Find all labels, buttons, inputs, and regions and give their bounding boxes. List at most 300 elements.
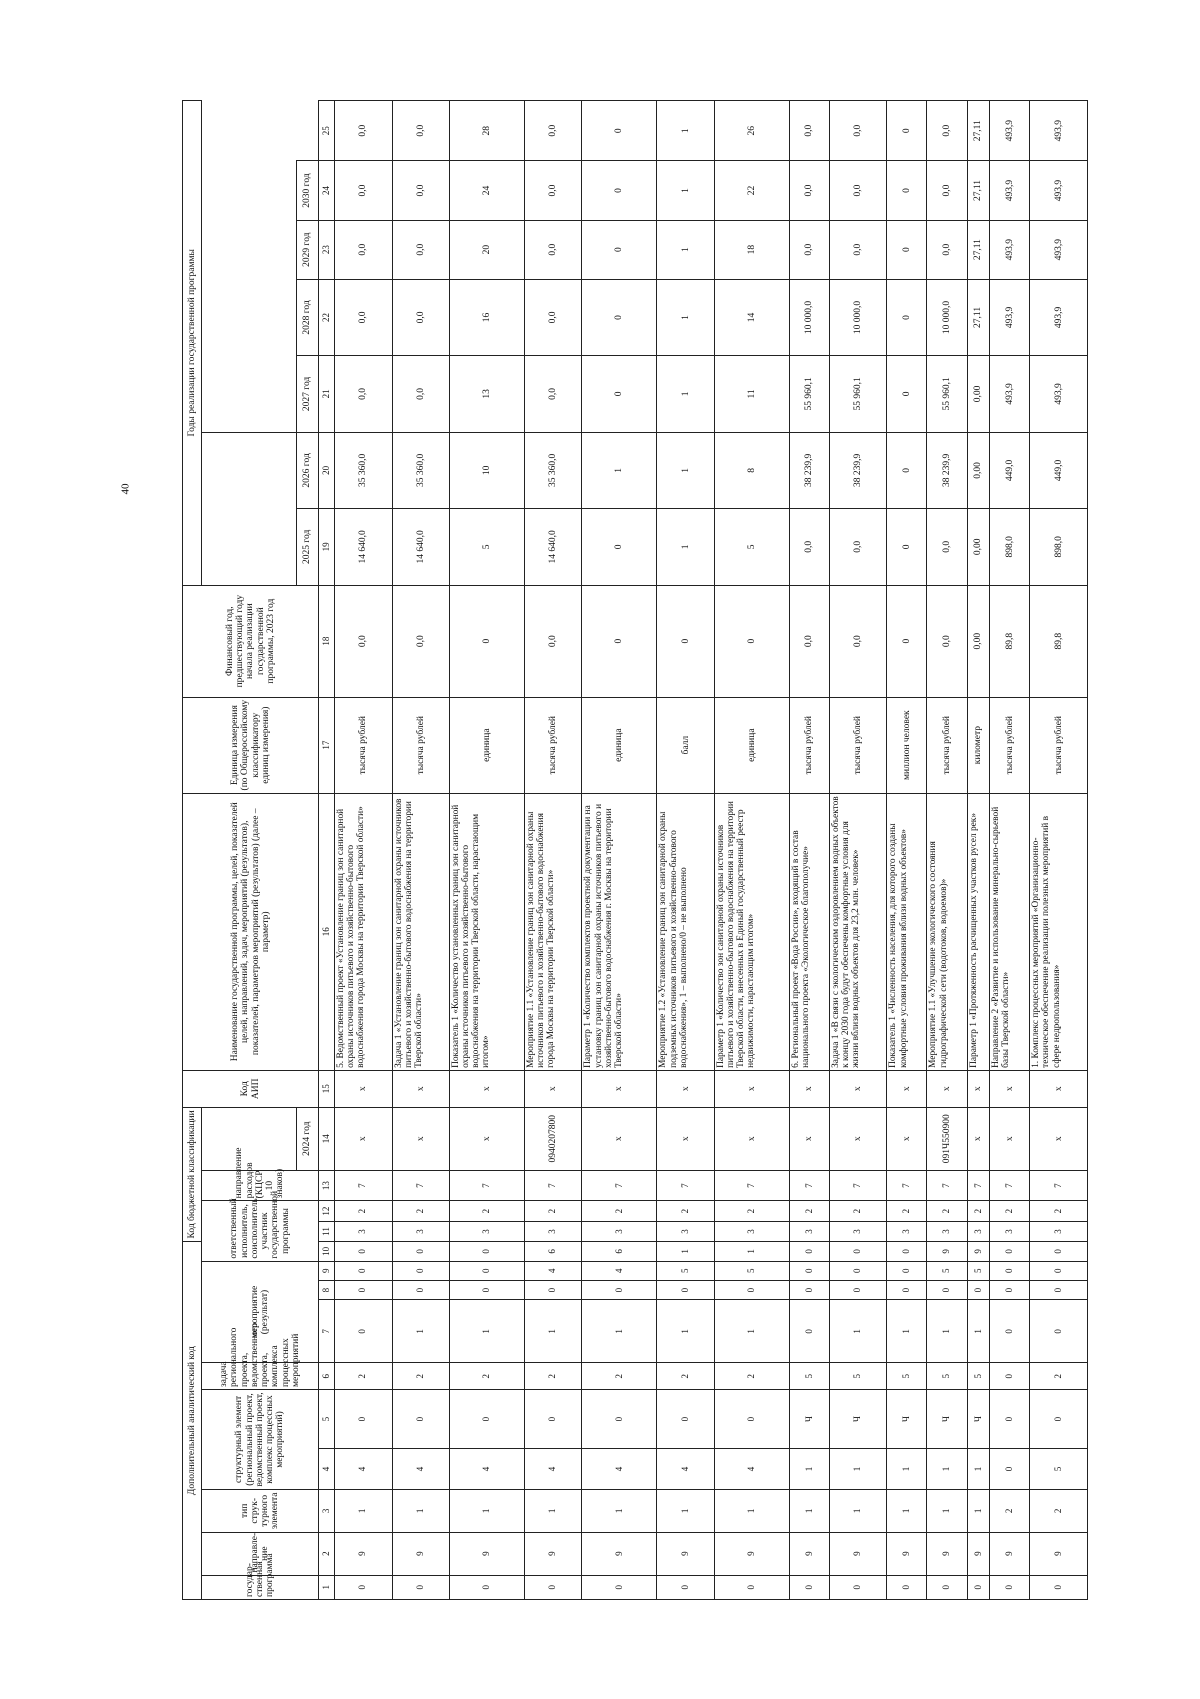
year-value-cell: 1 [657, 279, 715, 355]
header-expense-direction: направление расходов (КЦСР 10 знаков) [202, 1170, 319, 1201]
code-cell: 4 [335, 1449, 393, 1490]
code-cell: 0 [392, 1575, 450, 1599]
year-value-cell: 0,0 [927, 509, 967, 585]
year-value-cell: 0 [887, 101, 927, 161]
year-value-cell: 27,11 [967, 101, 990, 161]
year-value-cell: 493,9 [1030, 279, 1088, 355]
code-cell: 0 [990, 1261, 1030, 1280]
code-cell: 3 [392, 1221, 450, 1241]
code-cell: 0 [392, 1390, 450, 1449]
year-value-cell: 14 640,0 [392, 509, 450, 585]
fin-year-cell: 0 [887, 585, 927, 697]
code-cell: 4 [392, 1449, 450, 1490]
year-value-cell: 0 [582, 161, 657, 220]
year-value-cell: 14 640,0 [524, 509, 582, 585]
name-cell: Мероприятие 1.1 «Установление границ зон санитарной охраны источников питьевого и хозяйственно-бытового водоснабжения города Москвы на территории Тверской области» [524, 793, 582, 1070]
column-number: 2 [319, 1532, 335, 1575]
year-value-cell: 10 000,0 [789, 279, 829, 355]
header-executor: ответственный исполнитель, соисполнитель, участник государственной программы [202, 1201, 319, 1261]
year-value-cell: 27,11 [967, 161, 990, 220]
year-value-cell: 0,0 [927, 220, 967, 279]
year-value-cell: 10 000,0 [829, 279, 887, 355]
column-number: 17 [319, 697, 335, 793]
code-cell: 1 [967, 1449, 990, 1490]
fin-year-cell: 0,0 [524, 585, 582, 697]
name-cell: 6. Региональный проект «Вода России», входящий в состав национального проекта «Экологическое благополучие» [789, 793, 829, 1070]
unit-cell: тысяча рублей [392, 697, 450, 793]
column-number: 15 [319, 1070, 335, 1107]
code-cell: 0 [335, 1575, 393, 1599]
header-year: 2026 год [297, 432, 319, 508]
year-value-cell: 0,0 [392, 220, 450, 279]
unit-cell: тысяча рублей [524, 697, 582, 793]
code-cell: Ч [927, 1390, 967, 1449]
column-number: 13 [319, 1170, 335, 1201]
code-cell: 2 [657, 1363, 715, 1390]
code-cell: Ч [789, 1390, 829, 1449]
code-cell: 9 [789, 1532, 829, 1575]
column-number: 5 [319, 1390, 335, 1449]
year-value-cell: 0 [582, 356, 657, 432]
unit-cell: тысяча рублей [990, 697, 1030, 793]
fin-year-cell: 0 [657, 585, 715, 697]
column-number: 24 [319, 161, 335, 220]
code-cell: 0 [990, 1363, 1030, 1390]
code-cell: 4 [450, 1449, 525, 1490]
code-cell: 0 [927, 1575, 967, 1599]
code-cell: 0 [524, 1390, 582, 1449]
header-analytic-group: Дополнительный аналитический код [183, 1242, 202, 1600]
code-cell: 9 [990, 1532, 1030, 1575]
code-cell: 0 [714, 1390, 789, 1449]
code-cell: 5 [789, 1363, 829, 1390]
code-cell: 7 [927, 1170, 967, 1201]
name-cell: Направление 2 «Развитие и использование минерально-сырьевой базы Тверской области» [990, 793, 1030, 1070]
code-cell: Ч [967, 1390, 990, 1449]
rotated-table-wrapper [182, 100, 1088, 1600]
year-value-cell: 0,0 [789, 509, 829, 585]
year-value-cell: 35 360,0 [392, 432, 450, 508]
header-fin-year: Финансовый год, предшествующий году начала реализации государственной программы, 2023 год [183, 585, 319, 697]
code-cell: 3 [582, 1221, 657, 1241]
code-cell: 1 [927, 1489, 967, 1532]
year-value-cell: 5 [450, 509, 525, 585]
column-number: 3 [319, 1489, 335, 1532]
code-cell: 2 [657, 1201, 715, 1221]
year-value-cell: 14 [714, 279, 789, 355]
year-value-cell: 27,11 [967, 220, 990, 279]
table-row [990, 101, 1030, 1600]
year-value-cell: 0,0 [335, 279, 393, 355]
header-year: 2030 год [297, 161, 319, 220]
code-cell: 9 [657, 1532, 715, 1575]
name-cell: Мероприятие 1.2 «Установление границ зон санитарной охраны подземных источников питьевого и хозяйственно-бытового водоснабжения», 1 – выполнено/0 – не выполнено [657, 793, 715, 1070]
table-row [392, 101, 450, 1600]
table-row [582, 101, 657, 1600]
kcsr-cell: х [829, 1107, 887, 1170]
table-row [657, 101, 715, 1600]
code-cell: 0 [789, 1300, 829, 1363]
code-cell: 0 [335, 1261, 393, 1280]
year-value-cell: 1 [657, 432, 715, 508]
kcsr-cell: х [392, 1107, 450, 1170]
code-cell: 2 [392, 1363, 450, 1390]
year-value-cell: 449,0 [1030, 432, 1088, 508]
aip-cell: х [829, 1070, 887, 1107]
year-value-cell: 13 [450, 356, 525, 432]
column-number: 20 [319, 432, 335, 508]
year-value-cell: 27,11 [967, 279, 990, 355]
code-cell: 4 [582, 1449, 657, 1490]
year-value-cell: 11 [714, 356, 789, 432]
unit-cell: балл [657, 697, 715, 793]
year-value-cell: 0 [582, 279, 657, 355]
kcsr-cell: х [887, 1107, 927, 1170]
header-year: 2028 год [297, 279, 319, 355]
code-cell: 3 [657, 1221, 715, 1241]
year-value-cell: 1 [657, 101, 715, 161]
code-cell: 9 [967, 1532, 990, 1575]
code-cell: 0 [990, 1390, 1030, 1449]
fin-year-cell: 0 [582, 585, 657, 697]
code-cell: 2 [582, 1363, 657, 1390]
year-value-cell: 0,0 [829, 101, 887, 161]
code-cell: 7 [582, 1170, 657, 1201]
year-value-cell: 493,9 [1030, 101, 1088, 161]
code-cell: 2 [990, 1201, 1030, 1221]
year-value-cell: 0,0 [524, 356, 582, 432]
code-cell: 5 [967, 1363, 990, 1390]
code-cell: 1 [789, 1489, 829, 1532]
year-value-cell: 16 [450, 279, 525, 355]
header-state-program: государ-ственная программа [202, 1575, 319, 1599]
unit-cell: единица [450, 697, 525, 793]
aip-cell: х [990, 1070, 1030, 1107]
year-value-cell: 8 [714, 432, 789, 508]
aip-cell: х [657, 1070, 715, 1107]
year-value-cell: 0,0 [392, 101, 450, 161]
year-value-cell: 0,0 [829, 509, 887, 585]
year-value-cell: 1 [657, 220, 715, 279]
unit-cell: километр [967, 697, 990, 793]
header-task: задача регионального проекта, ведомственного проекта, комплекса процессных мероприятий [202, 1363, 319, 1390]
year-value-cell: 493,9 [990, 220, 1030, 279]
aip-cell: х [450, 1070, 525, 1107]
code-cell: 1 [887, 1300, 927, 1363]
code-cell: Ч [829, 1390, 887, 1449]
header-measure: мероприятие (результат) [202, 1261, 319, 1363]
kcsr-cell: 0940207800 [524, 1107, 582, 1170]
code-cell: 0 [990, 1300, 1030, 1363]
header-unit: Единица измерения (по Общероссийскому классификатору единиц измерения) [183, 697, 319, 793]
kcsr-cell: х [1030, 1107, 1088, 1170]
year-value-cell: 0,0 [335, 101, 393, 161]
code-cell: 0 [887, 1280, 927, 1299]
year-value-cell: 493,9 [1030, 161, 1088, 220]
year-value-cell: 0 [887, 161, 927, 220]
fin-year-cell: 0 [450, 585, 525, 697]
code-cell: 0 [450, 1390, 525, 1449]
year-value-cell: 898,0 [990, 509, 1030, 585]
code-cell: 2 [714, 1363, 789, 1390]
code-cell: 0 [887, 1242, 927, 1261]
header-budget-group: Код бюджетной классификации [183, 1107, 202, 1242]
code-cell: 0 [657, 1390, 715, 1449]
year-value-cell: 0 [887, 432, 927, 508]
code-cell: 5 [1030, 1449, 1088, 1490]
unit-cell: тысяча рублей [927, 697, 967, 793]
code-cell: 2 [450, 1363, 525, 1390]
kcsr-cell: х [967, 1107, 990, 1170]
year-value-cell: 26 [714, 101, 789, 161]
table-row [714, 101, 789, 1600]
code-cell: 0 [1030, 1575, 1088, 1599]
code-cell: 1 [887, 1449, 927, 1490]
column-number: 11 [319, 1221, 335, 1241]
name-cell: Мероприятие 1.1 «Улучшение экологического состояния гидрографической сети (водотоков, водоемов)» [927, 793, 967, 1070]
code-cell: 3 [1030, 1221, 1088, 1241]
kcsr-cell: х [714, 1107, 789, 1170]
year-value-cell: 0,0 [927, 101, 967, 161]
unit-cell: единица [714, 697, 789, 793]
code-cell: 0 [582, 1280, 657, 1299]
table-row [524, 101, 582, 1600]
code-cell: 7 [657, 1170, 715, 1201]
code-cell: 2 [1030, 1489, 1088, 1532]
table-row [829, 101, 887, 1600]
code-cell: 2 [524, 1363, 582, 1390]
fin-year-cell: 0,0 [335, 585, 393, 697]
aip-cell: х [582, 1070, 657, 1107]
code-cell: 2 [335, 1201, 393, 1221]
code-cell: 0 [524, 1575, 582, 1599]
year-value-cell: 493,9 [990, 279, 1030, 355]
kcsr-cell: х [582, 1107, 657, 1170]
year-value-cell: 0,0 [829, 220, 887, 279]
table-row [450, 101, 525, 1600]
year-value-cell: 493,9 [990, 101, 1030, 161]
column-number: 18 [319, 585, 335, 697]
code-cell: 0 [450, 1261, 525, 1280]
code-cell: 1 [714, 1489, 789, 1532]
table-body [335, 101, 1088, 1600]
kcsr-cell: х [450, 1107, 525, 1170]
year-value-cell: 0 [887, 220, 927, 279]
code-cell: 5 [657, 1261, 715, 1280]
year-value-cell: 10 [450, 432, 525, 508]
code-cell: 0 [657, 1280, 715, 1299]
code-cell: 7 [524, 1170, 582, 1201]
year-value-cell: 0,0 [524, 279, 582, 355]
year-value-cell: 0,0 [392, 161, 450, 220]
code-cell: 1 [887, 1489, 927, 1532]
code-cell: 0 [927, 1280, 967, 1299]
header-years-spacer [202, 432, 297, 1170]
code-cell: 0 [829, 1280, 887, 1299]
code-cell: 1 [392, 1300, 450, 1363]
unit-cell: единица [582, 697, 657, 793]
code-cell: 1 [967, 1489, 990, 1532]
year-value-cell: 0,0 [524, 161, 582, 220]
code-cell: 9 [392, 1532, 450, 1575]
fin-year-cell: 0 [714, 585, 789, 697]
code-cell: 0 [450, 1575, 525, 1599]
code-cell: 9 [582, 1532, 657, 1575]
code-cell: 1 [450, 1300, 525, 1363]
aip-cell: х [714, 1070, 789, 1107]
year-value-cell: 0,0 [524, 101, 582, 161]
code-cell: 0 [714, 1280, 789, 1299]
column-number: 6 [319, 1363, 335, 1390]
year-value-cell: 55 960,1 [789, 356, 829, 432]
aip-cell: х [789, 1070, 829, 1107]
year-value-cell: 38 239,9 [789, 432, 829, 508]
code-cell: 2 [582, 1201, 657, 1221]
year-value-cell: 1 [582, 432, 657, 508]
code-cell: 2 [714, 1201, 789, 1221]
code-cell: 4 [714, 1449, 789, 1490]
year-value-cell: 0 [582, 220, 657, 279]
code-cell: 2 [990, 1489, 1030, 1532]
code-cell: 5 [927, 1363, 967, 1390]
code-cell: 1 [657, 1300, 715, 1363]
year-value-cell: 55 960,1 [829, 356, 887, 432]
year-value-cell: 38 239,9 [829, 432, 887, 508]
name-cell: Показатель 1 «Количество установленных границ зон санитарной охраны источников питьевого и хозяйственно-бытового водоснабжения на территории Тверской области, нарастающим итогом» [450, 793, 525, 1070]
name-cell: Задача 1 «Установление границ зон санитарной охраны источников питьевого и хозяйственно-бытового водоснабжения на территории Тверской области» [392, 793, 450, 1070]
year-value-cell: 0,0 [789, 220, 829, 279]
code-cell: 9 [829, 1532, 887, 1575]
year-value-cell: 0,0 [335, 356, 393, 432]
code-cell: 3 [524, 1221, 582, 1241]
code-cell: 0 [335, 1242, 393, 1261]
code-cell: 1 [829, 1449, 887, 1490]
year-value-cell: 0,0 [789, 101, 829, 161]
name-cell: Показатель 1 «Численность населения, для которого созданы комфортные условия проживания вблизи водных объектов» [887, 793, 927, 1070]
table-row [967, 101, 990, 1600]
code-cell: 2 [1030, 1201, 1088, 1221]
fin-year-cell: 0,0 [392, 585, 450, 697]
year-value-cell: 55 960,1 [927, 356, 967, 432]
fin-year-cell: 0,00 [967, 585, 990, 697]
year-value-cell: 449,0 [990, 432, 1030, 508]
code-cell: 1 [657, 1489, 715, 1532]
unit-cell: тысяча рублей [335, 697, 393, 793]
year-value-cell: 0,00 [967, 432, 990, 508]
code-cell: 1 [392, 1489, 450, 1532]
code-cell: 9 [967, 1242, 990, 1261]
code-cell: 2 [887, 1201, 927, 1221]
code-cell: 9 [714, 1532, 789, 1575]
aip-cell: х [887, 1070, 927, 1107]
code-cell: 0 [829, 1242, 887, 1261]
aip-cell: х [335, 1070, 393, 1107]
header-direction: направле-ние [202, 1532, 319, 1575]
column-number: 16 [319, 793, 335, 1070]
code-cell: 3 [450, 1221, 525, 1241]
year-value-cell: 0,0 [392, 279, 450, 355]
code-cell: 3 [714, 1221, 789, 1241]
code-cell: 0 [335, 1280, 393, 1299]
code-cell: 0 [450, 1280, 525, 1299]
code-cell: 9 [524, 1532, 582, 1575]
year-value-cell: 38 239,9 [927, 432, 967, 508]
code-cell: 2 [450, 1201, 525, 1221]
year-value-cell: 35 360,0 [524, 432, 582, 508]
code-cell: 1 [829, 1300, 887, 1363]
table-row [789, 101, 829, 1600]
code-cell: 7 [967, 1170, 990, 1201]
code-cell: 9 [927, 1532, 967, 1575]
year-value-cell: 5 [714, 509, 789, 585]
code-cell: 0 [990, 1242, 1030, 1261]
code-cell: 1 [789, 1449, 829, 1490]
code-cell: 2 [392, 1201, 450, 1221]
code-cell: 3 [967, 1221, 990, 1241]
code-cell: 1 [714, 1242, 789, 1261]
column-number: 1 [319, 1575, 335, 1599]
code-cell: 2 [967, 1201, 990, 1221]
year-value-cell: 35 360,0 [335, 432, 393, 508]
code-cell: 0 [967, 1280, 990, 1299]
year-value-cell: 898,0 [1030, 509, 1088, 585]
code-cell: 9 [335, 1532, 393, 1575]
code-cell: 2 [927, 1201, 967, 1221]
aip-cell: х [1030, 1070, 1088, 1107]
kcsr-cell: х [657, 1107, 715, 1170]
column-number: 4 [319, 1449, 335, 1490]
code-cell: 1 [927, 1449, 967, 1490]
code-cell: 2 [524, 1201, 582, 1221]
code-cell: 0 [887, 1261, 927, 1280]
code-cell: 5 [927, 1261, 967, 1280]
code-cell: 4 [524, 1261, 582, 1280]
year-value-cell: 0,0 [524, 220, 582, 279]
code-cell: 0 [990, 1280, 1030, 1299]
code-cell: 1 [582, 1300, 657, 1363]
column-number: 23 [319, 220, 335, 279]
code-cell: 6 [524, 1242, 582, 1261]
code-cell: 0 [990, 1449, 1030, 1490]
code-cell: 5 [714, 1261, 789, 1280]
year-value-cell: 0 [887, 279, 927, 355]
code-cell: 0 [582, 1575, 657, 1599]
code-cell: 0 [829, 1261, 887, 1280]
column-number: 9 [319, 1261, 335, 1280]
unit-cell: тысяча рублей [829, 697, 887, 793]
code-cell: 0 [450, 1242, 525, 1261]
code-cell: 1 [450, 1489, 525, 1532]
column-number: 22 [319, 279, 335, 355]
code-cell: 7 [450, 1170, 525, 1201]
year-value-cell: 0 [582, 101, 657, 161]
year-value-cell: 0,0 [392, 356, 450, 432]
year-value-cell: 0 [582, 509, 657, 585]
table-row [887, 101, 927, 1600]
code-cell: 0 [887, 1575, 927, 1599]
header-aip-code: Код АИП [183, 1070, 319, 1107]
code-cell: 0 [789, 1280, 829, 1299]
year-value-cell: 0,0 [335, 220, 393, 279]
year-value-cell: 493,9 [990, 161, 1030, 220]
code-cell: 1 [829, 1489, 887, 1532]
column-number: 14 [319, 1107, 335, 1170]
code-cell: Ч [887, 1390, 927, 1449]
name-cell: Задача 1 «В связи с экологическим оздоровлением водных объектов к концу 2030 года будут обеспечены комфортные условия для жизни вблизи водных объектов для 23,2 млн. человек» [829, 793, 887, 1070]
code-cell: 9 [1030, 1532, 1088, 1575]
code-cell: 1 [657, 1242, 715, 1261]
code-cell: 1 [524, 1489, 582, 1532]
